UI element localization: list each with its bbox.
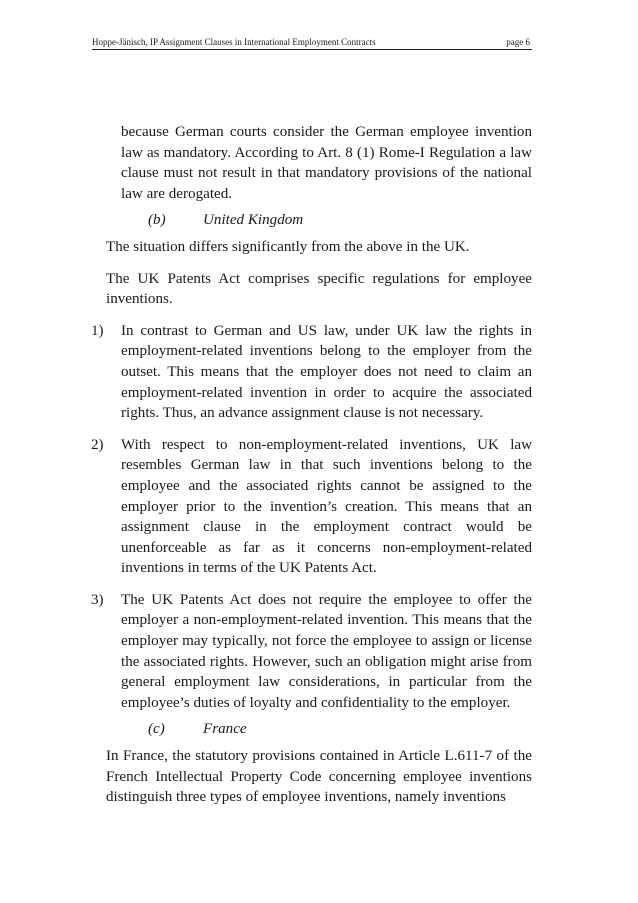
section-heading-france [106, 719, 532, 740]
section-number: (c) [148, 721, 165, 738]
section-title: United Kingdom [203, 212, 304, 229]
section-title: France [203, 721, 247, 738]
list-item [91, 435, 532, 579]
header-title: Hoppe-Jänisch, IP Assignment Clauses in International Employment Contracts [92, 37, 376, 47]
list-item-text: The UK Patents Act does not require the employee to offer the employer a non-employment-related invention. This means that the employer may typically, not force the employee to assign or license the associated rights. However, such an obligation might arise from general employment law considerations, in particular from the employee’s duties of loyalty and confidentiality to the employer. [121, 591, 532, 711]
page-number: page 6 [506, 37, 530, 47]
paragraph-france: In France, the statutory provisions contained in Article L.611-7 of the French Intellectual Property Code concerning employee inventions distinguish three types of employee inventions, namely inventions [106, 748, 532, 806]
list-item [91, 321, 532, 424]
list-number: 1) [91, 322, 104, 339]
paragraph-situation: The situation differs significantly from the above in the UK. [106, 238, 470, 255]
list-number: 3) [91, 591, 104, 608]
paragraph-uk-patents-act: The UK Patents Act comprises specific regulations for employee inventions. [106, 270, 532, 308]
page-body [91, 122, 532, 808]
section-number: (b) [148, 212, 166, 229]
list-item-text: With respect to non-employment-related inventions, UK law resembles German law in that such inventions belong to the employee and the associated rights cannot be assigned to the employer prior to the invention’s creation. This means that an assignment clause in the employment contract would be unenforceable as far as it concerns non-employment-related inventions in terms of the UK Patents Act. [121, 436, 532, 577]
page-header [92, 36, 532, 52]
header-rule [92, 49, 532, 50]
list-item [91, 590, 532, 714]
section-heading-uk [106, 210, 532, 231]
list-number: 2) [91, 436, 104, 453]
list-item-text: In contrast to German and US law, under UK law the rights in employment-related inventions belong to the employer from the outset. This means that the employer does not need to claim an employment-related invention in order to acquire the associated rights. Thus, an advance assignment clause is not necessary. [121, 322, 532, 422]
paragraph-continuation: because German courts consider the German employee invention law as mandatory. According to Art. 8 (1) Rome-I Regulation a law clause must not result in that mandatory provisions of the national law are derogated. [121, 124, 532, 202]
